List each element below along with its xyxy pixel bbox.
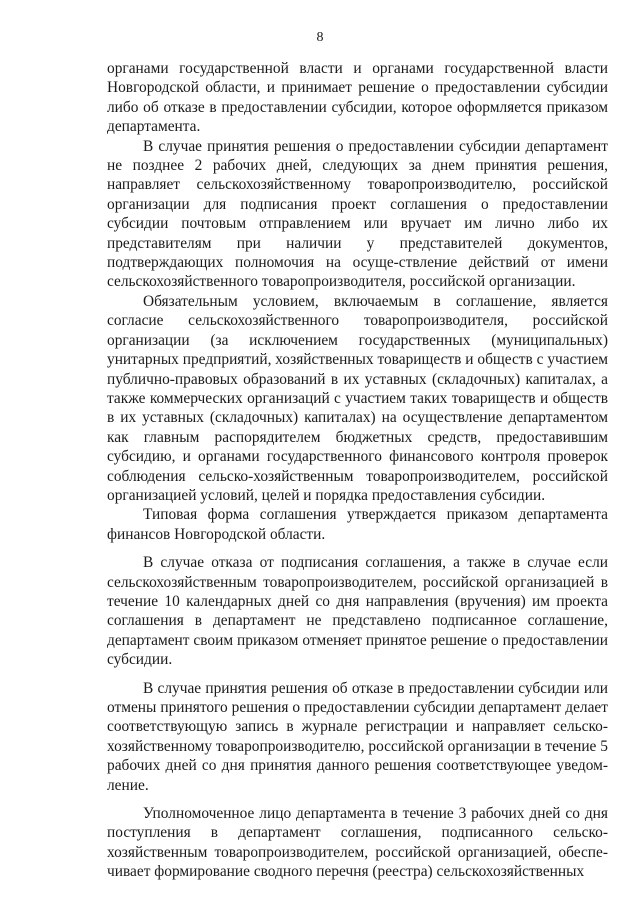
paragraph-refusal-decision: В случае принятия решения об отказе в предоставлении субсидии или отмены принятого решения о предоставлении субсидии департамент делает соответствующую запись в журнале регистрации и направляет сельско-хозяйственному товаропроизводителю, российской организации в течение 5 рабочих дней со дня принятия данного решения соответствующее уведом-ление.: [107, 679, 608, 794]
document-body: [107, 59, 608, 882]
page-number: 8: [316, 30, 324, 45]
paragraph-subsidy-decision: В случае принятия решения о предоставлении субсидии департамент не позднее 2 рабочих дней, следующих за днем принятия решения, направляет сельскохозяйственному товаропроизводителю, российской организации для подписания проект соглашения о предоставлении субсидии почтовым отправлением или вручает им лично либо их представителям при наличии у представителей документов, подтверждающих полномочия на осуще-ствление действий от имени сельскохозяйственного товаропроизводителя, российской организации.: [107, 137, 608, 291]
paragraph-typical-form: Типовая форма соглашения утверждается приказом департамента финансов Новгородской области.: [107, 506, 608, 543]
paragraph-refusal-to-sign: В случае отказа от подписания соглашения, а также в случае если сельскохозяйственным товаропроизводителем, российской организацией в течение 10 календарных дней со дня направления (вручения) им проекта соглашения в департамент не представлено подписанное соглашение, департамент своим приказом отменяет принятое решение о предоставлении субсидии.: [107, 554, 608, 669]
paragraph-registry-formation: Уполномоченное лицо департамента в течение 3 рабочих дней со дня поступления в департамент соглашения, подписанного сельско-хозяйственным товаропроизводителем, российской организацией, обеспе-чивает формирование сводного перечня (реестра) сельскохозяйственных: [107, 805, 608, 881]
paragraph-mandatory-condition: Обязательным условием, включаемым в соглашение, является согласие сельскохозяйственного товаропроизводителя, российской организации (за исключением государственных (муниципальных) унитарных предприятий, хозяйственных товариществ и обществ с участием публично-правовых образований в их уставных (складочных) капиталах, а также коммерческих организаций с участием таких товариществ и обществ в их уставных (складочных) капиталах) на осуществление департаментом как главным распорядителем бюджетных средств, предоставившим субсидию, и органами государственного финансового контроля проверок соблюдения сельско-хозяйственным товаропроизводителем, российской организацией условий, целей и порядка предоставления субсидии.: [107, 292, 608, 504]
paragraph-continuation: органами государственной власти и органами государственной власти Новгородской области, и принимает решение о предоставлении субсидии либо об отказе в предоставлении субсидии, которое оформляется приказом департамента.: [107, 60, 608, 136]
